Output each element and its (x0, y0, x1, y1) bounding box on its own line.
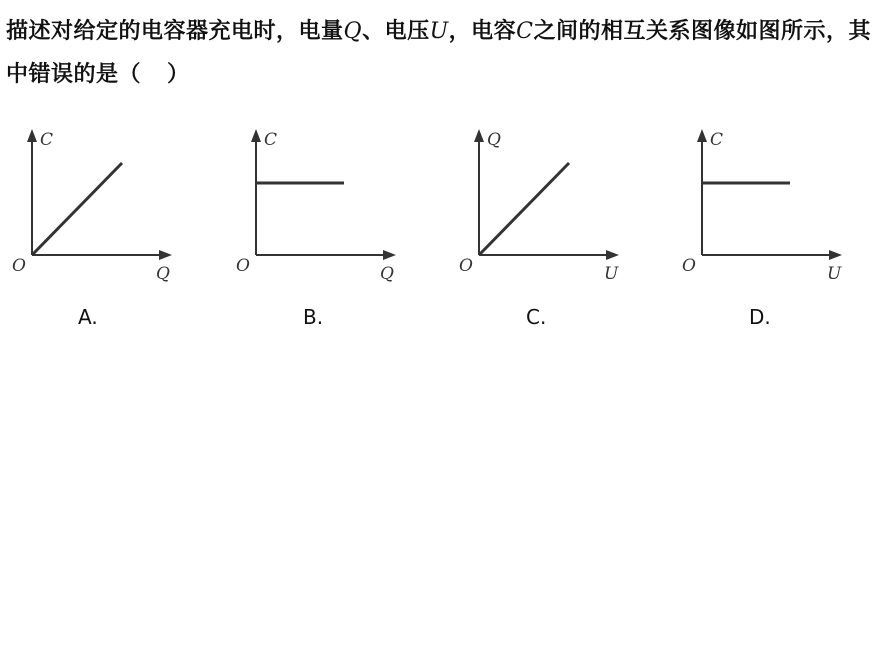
question-part-1: 描述对给定的电容器充电时，电量 (6, 18, 344, 44)
graph-d[interactable] (680, 125, 870, 335)
y-axis-arrow-icon (27, 129, 37, 142)
origin-label: O (12, 256, 26, 276)
origin-label: O (459, 256, 473, 276)
x-axis-label: Q (380, 264, 394, 284)
x-axis-arrow-icon (383, 250, 396, 260)
y-axis-arrow-icon (474, 129, 484, 142)
option-label-d[interactable]: D. (749, 305, 771, 329)
graph-b-svg (234, 125, 424, 300)
x-axis-label: Q (156, 264, 170, 284)
x-axis-arrow-icon (829, 250, 842, 260)
graph-line (479, 163, 569, 255)
y-axis-label: C (710, 130, 724, 150)
question-part-3: ，电容 (448, 18, 517, 44)
x-axis-label: U (827, 264, 842, 284)
var-c: C (516, 19, 534, 44)
y-axis-label: Q (487, 130, 501, 150)
close-paren: ） (167, 61, 190, 87)
origin-label: O (236, 256, 250, 276)
option-label-c[interactable]: C. (526, 305, 547, 329)
x-axis-arrow-icon (606, 250, 619, 260)
var-u: U (429, 19, 449, 44)
graph-d-svg (680, 125, 870, 300)
option-label-a[interactable]: A. (78, 305, 98, 329)
y-axis-arrow-icon (697, 129, 707, 142)
graph-line (32, 163, 122, 255)
graph-a-svg (10, 125, 200, 300)
graph-b[interactable] (234, 125, 424, 335)
option-label-b[interactable]: B. (303, 305, 324, 329)
var-q: Q (343, 19, 363, 44)
y-axis-arrow-icon (251, 129, 261, 142)
question-text (6, 10, 886, 95)
graph-c-svg (457, 125, 647, 300)
origin-label: O (682, 256, 696, 276)
y-axis-label: C (264, 130, 278, 150)
graph-c[interactable] (457, 125, 647, 335)
x-axis-arrow-icon (159, 250, 172, 260)
question-part-2: 、电压 (362, 18, 430, 44)
graph-a[interactable] (10, 125, 200, 335)
question-part-4: 之间的相互关系图像如图所示，其中错误的是（ (6, 18, 871, 87)
x-axis-label: U (604, 264, 619, 284)
y-axis-label: C (40, 130, 54, 150)
